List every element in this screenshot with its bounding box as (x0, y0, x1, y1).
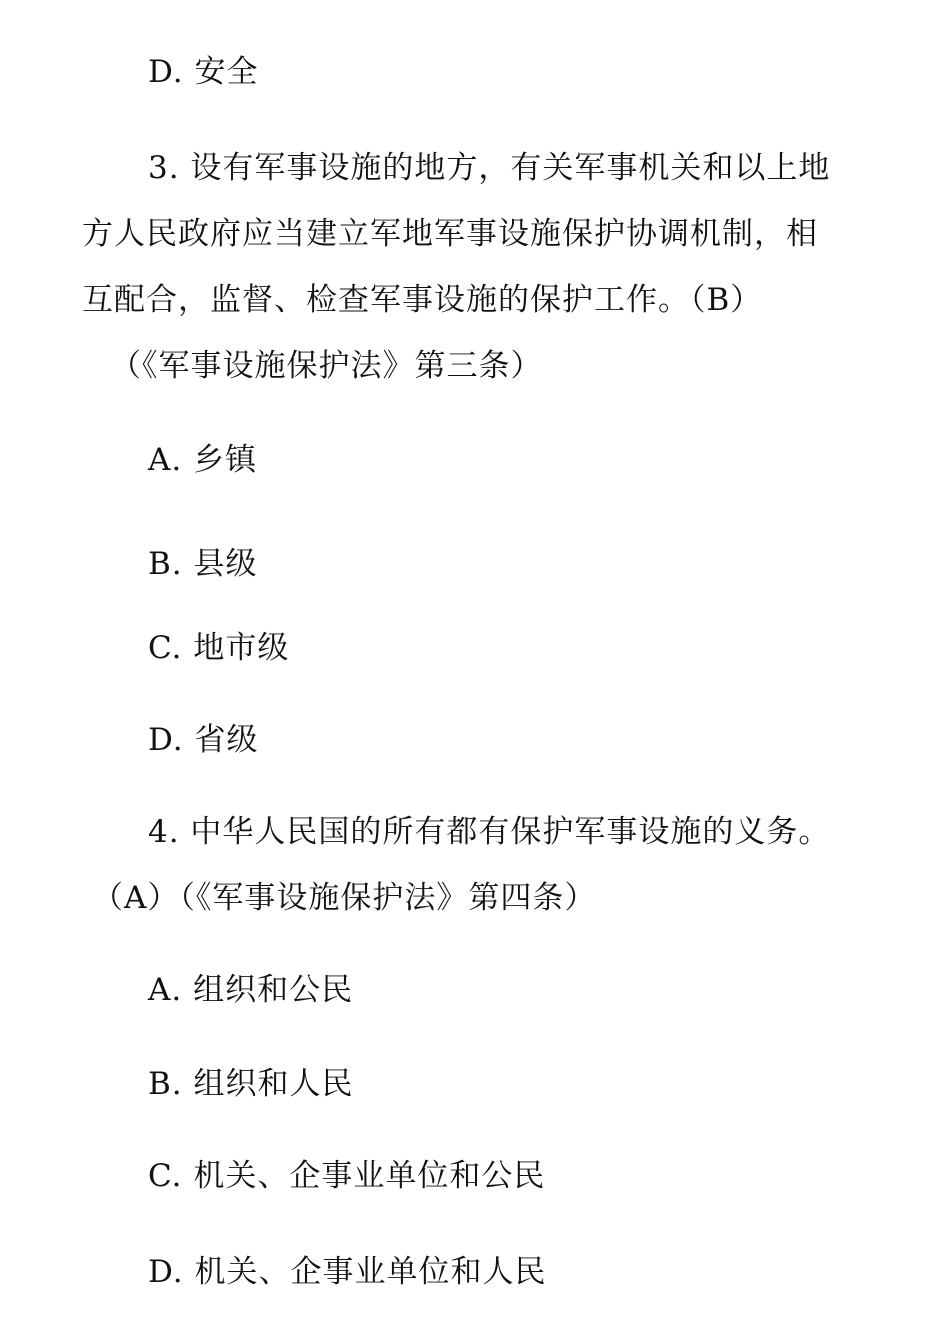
question-3-option-c: C. 地市级 (148, 630, 290, 666)
question-4-option-b: B. 组织和人民 (148, 1066, 354, 1102)
question-4-stem-line-2: （A）（《军事设施保护法》第四条） (92, 880, 597, 916)
question-4-option-c: C. 机关、企事业单位和公民 (148, 1158, 546, 1194)
question-3-option-d: D. 省级 (148, 722, 259, 758)
question-4-option-a: A. 组织和公民 (148, 972, 354, 1008)
question-3-option-a: A. 乡镇 (148, 442, 258, 478)
question-3-stem-line-2: 方人民政府应当建立军地军事设施保护协调机制，相 (82, 216, 818, 252)
question-4-option-d: D. 机关、企事业单位和人民 (148, 1254, 547, 1290)
question-3-reference: （《军事设施保护法》第三条） (110, 348, 543, 384)
prev-question-option-d: D. 安全 (148, 54, 259, 90)
question-3-stem-line-1: 3. 设有军事设施的地方，有关军事机关和以上地 (148, 150, 831, 186)
question-3-option-b: B. 县级 (148, 546, 258, 582)
question-4-stem-line-1: 4. 中华人民国的所有都有保护军事设施的义务。 (148, 814, 831, 850)
question-3-stem-line-3: 互配合，监督、检查军事设施的保护工作。（B） (82, 282, 763, 318)
